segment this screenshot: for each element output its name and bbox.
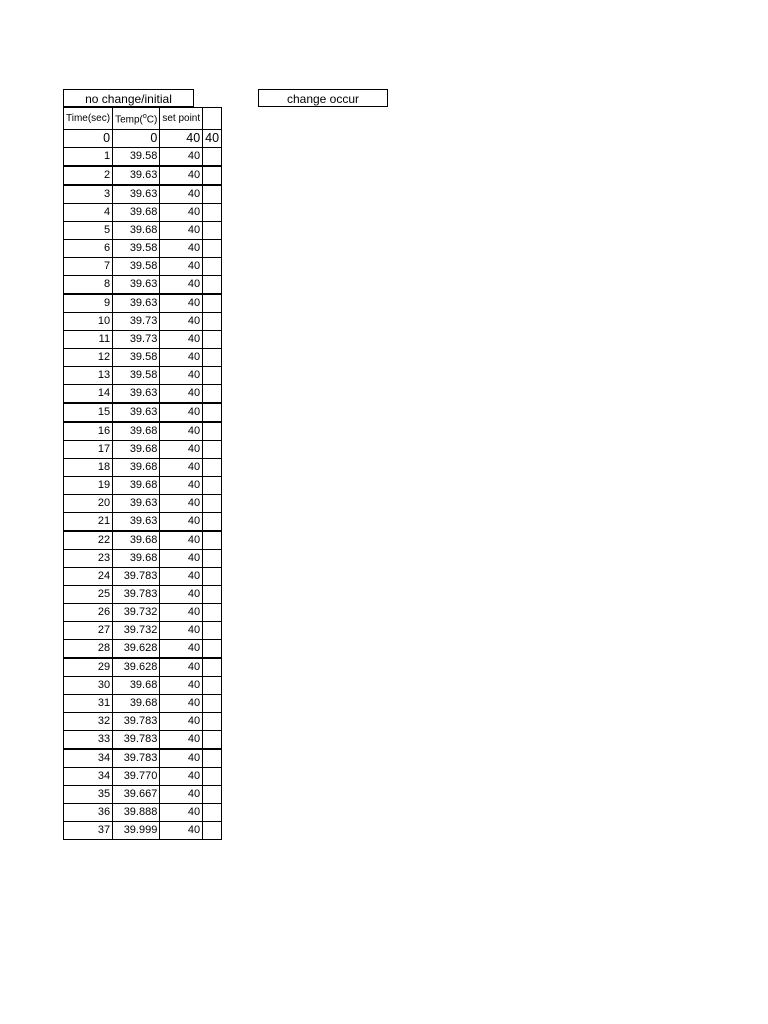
- cell-setpoint[interactable]: 40: [160, 385, 203, 404]
- cell-time[interactable]: 26: [64, 604, 113, 622]
- cell-temp[interactable]: 39.770: [113, 768, 160, 786]
- cell-setpoint[interactable]: 40: [160, 677, 203, 695]
- table-row: [64, 148, 222, 167]
- cell-setpoint[interactable]: 40: [160, 513, 203, 532]
- cell-time[interactable]: 32: [64, 713, 113, 731]
- table-row: [64, 349, 222, 367]
- column-header-row: [64, 108, 222, 130]
- table-row: [64, 222, 222, 240]
- cell-change[interactable]: [203, 550, 222, 568]
- cell-setpoint[interactable]: 40: [160, 786, 203, 804]
- table-row: [64, 604, 222, 622]
- cell-time[interactable]: 18: [64, 459, 113, 477]
- cell-change[interactable]: [203, 622, 222, 640]
- cell-change[interactable]: [203, 313, 222, 331]
- cell-change[interactable]: [203, 695, 222, 713]
- cell-setpoint[interactable]: 40: [160, 441, 203, 459]
- table-row: [64, 713, 222, 731]
- cell-change[interactable]: [203, 367, 222, 385]
- group-header-change-occur[interactable]: change occur: [258, 89, 388, 107]
- cell-change[interactable]: [203, 713, 222, 731]
- cell-temp[interactable]: 39.68: [113, 550, 160, 568]
- temperature-table: [63, 107, 222, 840]
- cell-time[interactable]: 8: [64, 276, 113, 295]
- cell-change[interactable]: [203, 276, 222, 295]
- cell-temp[interactable]: 39.783: [113, 586, 160, 604]
- cell-time[interactable]: 7: [64, 258, 113, 276]
- column-header-temp[interactable]: [113, 108, 160, 130]
- cell-temp[interactable]: 39.667: [113, 786, 160, 804]
- table-row: [64, 731, 222, 750]
- cell-temp[interactable]: 0: [113, 130, 160, 148]
- table-row: [64, 276, 222, 295]
- cell-change[interactable]: [203, 294, 222, 313]
- cell-temp[interactable]: 39.63: [113, 403, 160, 422]
- cell-change[interactable]: [203, 568, 222, 586]
- cell-time[interactable]: 9: [64, 294, 113, 313]
- cell-setpoint[interactable]: 40: [160, 568, 203, 586]
- cell-setpoint[interactable]: 40: [160, 731, 203, 750]
- cell-temp[interactable]: 39.68: [113, 422, 160, 441]
- table-row: [64, 695, 222, 713]
- cell-temp[interactable]: 39.63: [113, 495, 160, 513]
- cell-time[interactable]: 10: [64, 313, 113, 331]
- cell-setpoint[interactable]: 40: [160, 403, 203, 422]
- cell-setpoint[interactable]: 40: [160, 331, 203, 349]
- cell-temp[interactable]: 39.68: [113, 695, 160, 713]
- table-row: [64, 640, 222, 659]
- cell-change[interactable]: [203, 731, 222, 750]
- cell-temp[interactable]: 39.58: [113, 349, 160, 367]
- cell-temp[interactable]: 39.783: [113, 713, 160, 731]
- cell-change[interactable]: [203, 385, 222, 404]
- cell-temp[interactable]: 39.58: [113, 240, 160, 258]
- cell-time[interactable]: 19: [64, 477, 113, 495]
- table-row: [64, 313, 222, 331]
- cell-temp[interactable]: 39.63: [113, 276, 160, 295]
- cell-time[interactable]: 28: [64, 640, 113, 659]
- cell-setpoint[interactable]: 40: [160, 550, 203, 568]
- cell-time[interactable]: 13: [64, 367, 113, 385]
- table-row: [64, 477, 222, 495]
- cell-setpoint[interactable]: 40: [160, 422, 203, 441]
- cell-time[interactable]: 16: [64, 422, 113, 441]
- degree-sign: o: [142, 113, 147, 120]
- cell-setpoint[interactable]: 40: [160, 166, 203, 185]
- cell-temp[interactable]: 39.63: [113, 385, 160, 404]
- cell-time[interactable]: 33: [64, 731, 113, 750]
- cell-setpoint[interactable]: 40: [160, 130, 203, 148]
- cell-time[interactable]: 35: [64, 786, 113, 804]
- cell-time[interactable]: 27: [64, 622, 113, 640]
- cell-time[interactable]: 14: [64, 385, 113, 404]
- cell-temp[interactable]: 39.68: [113, 677, 160, 695]
- table-row: [64, 240, 222, 258]
- cell-temp[interactable]: 39.732: [113, 604, 160, 622]
- column-header-time[interactable]: Time(sec): [64, 108, 113, 130]
- table-body: [64, 108, 222, 840]
- cell-setpoint[interactable]: 40: [160, 713, 203, 731]
- cell-setpoint[interactable]: 40: [160, 695, 203, 713]
- cell-change[interactable]: [203, 166, 222, 185]
- cell-change[interactable]: [203, 441, 222, 459]
- cell-setpoint[interactable]: 40: [160, 185, 203, 204]
- cell-setpoint[interactable]: 40: [160, 258, 203, 276]
- column-header-change[interactable]: [203, 108, 222, 130]
- group-header-no-change-initial[interactable]: no change/initial: [63, 89, 194, 107]
- cell-change[interactable]: [203, 768, 222, 786]
- cell-time[interactable]: 12: [64, 349, 113, 367]
- table-row: [64, 204, 222, 222]
- cell-temp[interactable]: 39.783: [113, 568, 160, 586]
- cell-time[interactable]: 4: [64, 204, 113, 222]
- table-row: [64, 422, 222, 441]
- table-row: [64, 495, 222, 513]
- cell-change[interactable]: [203, 513, 222, 532]
- cell-time[interactable]: 20: [64, 495, 113, 513]
- cell-temp[interactable]: 39.63: [113, 185, 160, 204]
- cell-time[interactable]: 15: [64, 403, 113, 422]
- cell-setpoint[interactable]: 40: [160, 658, 203, 677]
- column-header-setpoint[interactable]: set point: [160, 108, 203, 130]
- table-row: [64, 658, 222, 677]
- cell-change[interactable]: [203, 786, 222, 804]
- cell-setpoint[interactable]: 40: [160, 313, 203, 331]
- cell-change[interactable]: [203, 531, 222, 550]
- cell-time[interactable]: 1: [64, 148, 113, 167]
- cell-temp[interactable]: 39.68: [113, 531, 160, 550]
- temp-label-suffix: C): [146, 114, 158, 126]
- table-row: [64, 130, 222, 148]
- cell-time[interactable]: 22: [64, 531, 113, 550]
- table-row: [64, 258, 222, 276]
- cell-change[interactable]: [203, 640, 222, 659]
- cell-change[interactable]: [203, 822, 222, 840]
- cell-setpoint[interactable]: 40: [160, 622, 203, 640]
- cell-time[interactable]: 21: [64, 513, 113, 532]
- cell-time[interactable]: 11: [64, 331, 113, 349]
- cell-change[interactable]: [203, 258, 222, 276]
- table-row: [64, 513, 222, 532]
- cell-setpoint[interactable]: 40: [160, 477, 203, 495]
- table-row: [64, 568, 222, 586]
- cell-change[interactable]: [203, 604, 222, 622]
- cell-setpoint[interactable]: 40: [160, 604, 203, 622]
- table-row: [64, 403, 222, 422]
- cell-setpoint[interactable]: 40: [160, 349, 203, 367]
- cell-setpoint[interactable]: 40: [160, 768, 203, 786]
- cell-temp[interactable]: 39.68: [113, 477, 160, 495]
- cell-change[interactable]: [203, 495, 222, 513]
- cell-time[interactable]: 36: [64, 804, 113, 822]
- cell-temp[interactable]: 39.73: [113, 331, 160, 349]
- table-row: [64, 768, 222, 786]
- table-row: [64, 550, 222, 568]
- cell-temp[interactable]: 39.68: [113, 459, 160, 477]
- cell-change[interactable]: [203, 586, 222, 604]
- table-row: [64, 294, 222, 313]
- cell-temp[interactable]: 39.783: [113, 731, 160, 750]
- cell-time[interactable]: 30: [64, 677, 113, 695]
- cell-time[interactable]: 23: [64, 550, 113, 568]
- cell-setpoint[interactable]: 40: [160, 495, 203, 513]
- cell-setpoint[interactable]: 40: [160, 367, 203, 385]
- cell-setpoint[interactable]: 40: [160, 749, 203, 768]
- cell-change[interactable]: [203, 222, 222, 240]
- cell-time[interactable]: 31: [64, 695, 113, 713]
- cell-change[interactable]: [203, 422, 222, 441]
- temp-label-prefix: Temp(: [115, 114, 143, 126]
- cell-time[interactable]: 24: [64, 568, 113, 586]
- table-row: [64, 749, 222, 768]
- cell-change[interactable]: [203, 240, 222, 258]
- cell-time[interactable]: 2: [64, 166, 113, 185]
- cell-time[interactable]: 3: [64, 185, 113, 204]
- table-row: [64, 441, 222, 459]
- cell-change[interactable]: [203, 403, 222, 422]
- cell-setpoint[interactable]: 40: [160, 240, 203, 258]
- cell-change[interactable]: [203, 677, 222, 695]
- cell-setpoint[interactable]: 40: [160, 531, 203, 550]
- table-row: [64, 586, 222, 604]
- table-row: [64, 822, 222, 840]
- cell-setpoint[interactable]: 40: [160, 276, 203, 295]
- cell-temp[interactable]: 39.68: [113, 441, 160, 459]
- cell-temp[interactable]: 39.58: [113, 258, 160, 276]
- table-row: [64, 804, 222, 822]
- cell-change[interactable]: [203, 658, 222, 677]
- cell-time[interactable]: 25: [64, 586, 113, 604]
- cell-setpoint[interactable]: 40: [160, 586, 203, 604]
- table-row: [64, 367, 222, 385]
- cell-time[interactable]: 37: [64, 822, 113, 840]
- cell-change[interactable]: [203, 148, 222, 167]
- table-row: [64, 331, 222, 349]
- cell-setpoint[interactable]: 40: [160, 294, 203, 313]
- cell-temp[interactable]: 39.68: [113, 204, 160, 222]
- cell-change[interactable]: [203, 349, 222, 367]
- cell-time[interactable]: 5: [64, 222, 113, 240]
- cell-temp[interactable]: 39.63: [113, 513, 160, 532]
- table-row: [64, 786, 222, 804]
- cell-setpoint[interactable]: 40: [160, 822, 203, 840]
- table-row: [64, 185, 222, 204]
- cell-temp[interactable]: 39.58: [113, 148, 160, 167]
- cell-change[interactable]: [203, 804, 222, 822]
- table-row: [64, 677, 222, 695]
- cell-temp[interactable]: 39.73: [113, 313, 160, 331]
- cell-time[interactable]: 34: [64, 768, 113, 786]
- cell-setpoint[interactable]: 40: [160, 804, 203, 822]
- cell-temp[interactable]: 39.999: [113, 822, 160, 840]
- cell-temp[interactable]: 39.888: [113, 804, 160, 822]
- cell-temp[interactable]: 39.58: [113, 367, 160, 385]
- cell-setpoint[interactable]: 40: [160, 148, 203, 167]
- table-row: [64, 622, 222, 640]
- cell-setpoint[interactable]: 40: [160, 222, 203, 240]
- table-row: [64, 166, 222, 185]
- cell-time[interactable]: 0: [64, 130, 113, 148]
- cell-change[interactable]: [203, 331, 222, 349]
- cell-setpoint[interactable]: 40: [160, 204, 203, 222]
- cell-time[interactable]: 17: [64, 441, 113, 459]
- table-row: [64, 531, 222, 550]
- cell-time[interactable]: 34: [64, 749, 113, 768]
- cell-temp[interactable]: 39.732: [113, 622, 160, 640]
- cell-temp[interactable]: 39.628: [113, 658, 160, 677]
- table-row: [64, 385, 222, 404]
- cell-temp[interactable]: 39.783: [113, 749, 160, 768]
- cell-change[interactable]: [203, 477, 222, 495]
- cell-change[interactable]: [203, 185, 222, 204]
- cell-temp[interactable]: 39.63: [113, 166, 160, 185]
- cell-change[interactable]: [203, 749, 222, 768]
- cell-time[interactable]: 29: [64, 658, 113, 677]
- cell-setpoint[interactable]: 40: [160, 459, 203, 477]
- table-row: [64, 459, 222, 477]
- cell-change[interactable]: [203, 204, 222, 222]
- cell-change[interactable]: 40: [203, 130, 222, 148]
- cell-temp[interactable]: 39.628: [113, 640, 160, 659]
- cell-change[interactable]: [203, 459, 222, 477]
- cell-temp[interactable]: 39.63: [113, 294, 160, 313]
- cell-setpoint[interactable]: 40: [160, 640, 203, 659]
- cell-temp[interactable]: 39.68: [113, 222, 160, 240]
- cell-time[interactable]: 6: [64, 240, 113, 258]
